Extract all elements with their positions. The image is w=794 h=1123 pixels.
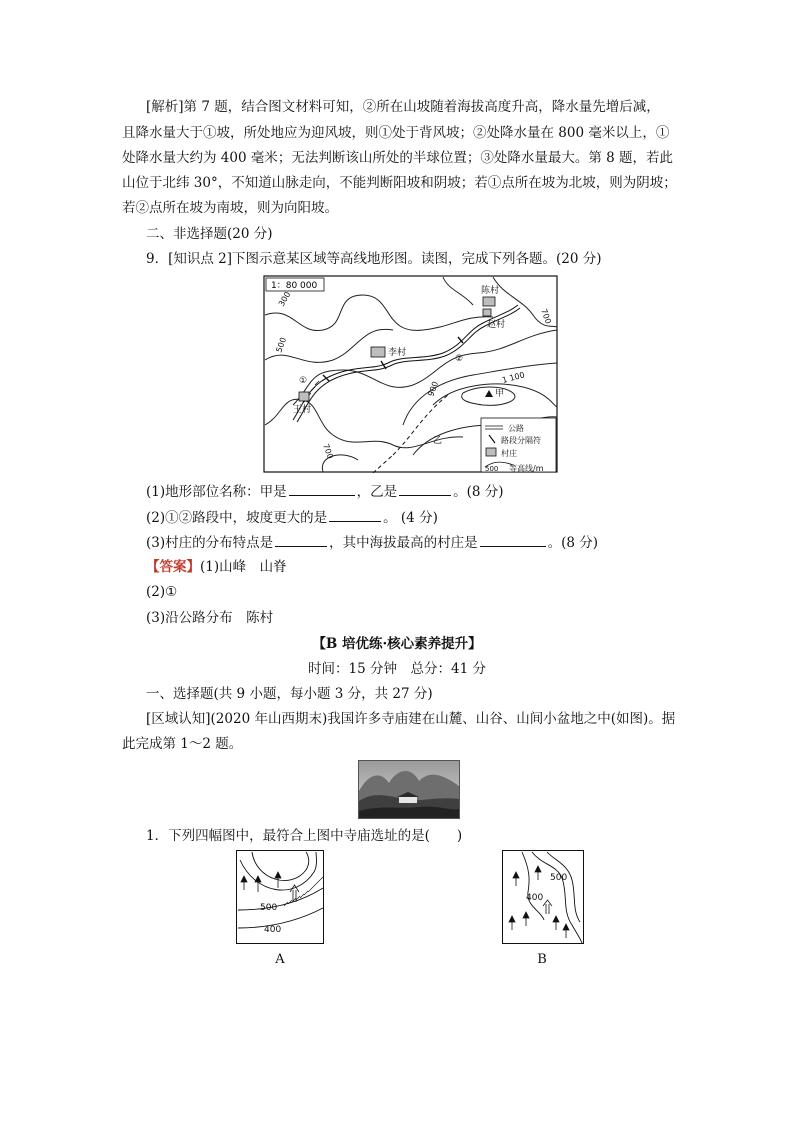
answer-line-2: (2)① bbox=[146, 584, 178, 600]
q9-1-text-c: 。(8 分) bbox=[453, 484, 504, 500]
option-a-diagram bbox=[236, 850, 324, 944]
answer-blank[interactable] bbox=[480, 532, 546, 547]
analysis-line-3: 处降水量大约为 400 毫米；无法判断该山所处的半球位置；③处降水量最大。第 8 题，若此 bbox=[122, 150, 674, 166]
analysis-line-5: 若②点所在坡为南坡，则为向阳坡。 bbox=[122, 200, 338, 216]
legend-road: 公路 bbox=[508, 424, 524, 433]
q9-1-text-a: (1)地形部位名称：甲是 bbox=[146, 484, 287, 500]
label-yi: 乙 bbox=[433, 436, 443, 446]
temple-mountain-photo bbox=[358, 760, 460, 819]
q9-3-text-c: 。(8 分) bbox=[547, 535, 599, 551]
topographic-map bbox=[263, 275, 558, 473]
village-zhao: 赵村 bbox=[487, 320, 506, 330]
village-chen: 陈村 bbox=[481, 286, 500, 296]
mc-intro-line-2: 此完成第 1～2 题。 bbox=[122, 736, 243, 752]
answer-1: (1)山峰 山脊 bbox=[200, 559, 287, 575]
option-b-diagram bbox=[502, 850, 584, 944]
q9-part-1 bbox=[146, 481, 504, 502]
answer-line-3: (3)沿公路分布 陈村 bbox=[146, 610, 274, 626]
contour-label-300: 300 bbox=[276, 290, 293, 308]
label-2: ② bbox=[455, 354, 464, 364]
answer-blank[interactable] bbox=[329, 507, 381, 522]
analysis-line-4: 山位于北纬 30°，不知道山脉走向，不能判断阳坡和阴坡；若①点所在坡为北坡，则为阴坡； bbox=[122, 175, 677, 191]
q9-3-text-a: (3)村庄的分布特点是 bbox=[146, 535, 274, 551]
contour-label-900: 900 bbox=[426, 380, 441, 398]
option-a-label[interactable]: A bbox=[275, 952, 285, 967]
q9-3-text-b: ，其中海拔最高的村庄是 bbox=[329, 535, 478, 551]
contour-label-1100: 1 100 bbox=[501, 370, 526, 385]
answer-blank[interactable] bbox=[399, 481, 451, 496]
map-scale: 1：80 000 bbox=[271, 281, 318, 291]
q9-2-text-b: 。 (4 分) bbox=[383, 510, 438, 526]
legend-contour-text: 等高线/m bbox=[509, 464, 544, 473]
mc-section-title: 一、选择题(共 9 小题，每小题 3 分，共 27 分) bbox=[146, 686, 433, 702]
legend-contour-number: 500 bbox=[485, 465, 499, 473]
map-legend bbox=[481, 418, 556, 473]
q9-2-text-a: (2)①②路段中，坡度更大的是 bbox=[146, 510, 328, 526]
analysis-line-2: 且降水量大于①坡，所处地应为迎风坡，则①处于背风坡；②处降水量在 800 毫米以上，① bbox=[122, 125, 670, 141]
answer-tag: 【答案】 bbox=[146, 559, 200, 575]
mc-intro-line-1: [区域认知](2020 年山西期末)我国许多寺庙建在山麓、山谷、山间小盆地之中(如图)。据 bbox=[146, 711, 676, 727]
analysis-line-1: [解析]第 7 题，结合图文材料可知，②所在山坡随着海拔高度升高，降水量先增后减， bbox=[146, 99, 660, 115]
q9-1-text-b: ，乙是 bbox=[356, 484, 398, 500]
option-a-contour-400: 400 bbox=[264, 925, 282, 935]
answer-line-1 bbox=[146, 557, 287, 577]
option-b-contour-400: 400 bbox=[526, 893, 544, 903]
label-jia: 甲 bbox=[495, 389, 505, 399]
label-1: ① bbox=[299, 376, 308, 386]
legend-village: 村庄 bbox=[501, 449, 517, 458]
section-2-title: 二、非选择题(20 分) bbox=[146, 226, 273, 242]
answer-blank[interactable] bbox=[289, 481, 355, 496]
contour-label-700-top: 700 bbox=[539, 307, 553, 326]
contour-label-500: 500 bbox=[274, 336, 289, 354]
legend-divider: 路段分隔符 bbox=[501, 436, 541, 445]
contour-label-700-bottom: 700 bbox=[321, 442, 335, 461]
question-9-stem: 9．[知识点 2]下图示意某区域等高线地形图。读图，完成下列各题。(20 分) bbox=[146, 251, 602, 267]
section-b-time: 时间：15 分钟 总分：41 分 bbox=[308, 661, 486, 677]
q9-part-3 bbox=[146, 532, 598, 553]
mc-question-1: 1．下列四幅图中，最符合上图中寺庙选址的是( ) bbox=[146, 828, 463, 844]
village-li: 李村 bbox=[388, 348, 407, 358]
option-a-contour-500: 500 bbox=[260, 903, 278, 913]
option-b-contour-500: 500 bbox=[550, 873, 568, 883]
answer-blank[interactable] bbox=[275, 532, 327, 547]
village-wang: 王村 bbox=[293, 405, 312, 415]
option-b-label[interactable]: B bbox=[537, 952, 547, 967]
q9-part-2 bbox=[146, 507, 438, 528]
section-b-title: 【B 培优练·核心素养提升】 bbox=[312, 636, 482, 652]
